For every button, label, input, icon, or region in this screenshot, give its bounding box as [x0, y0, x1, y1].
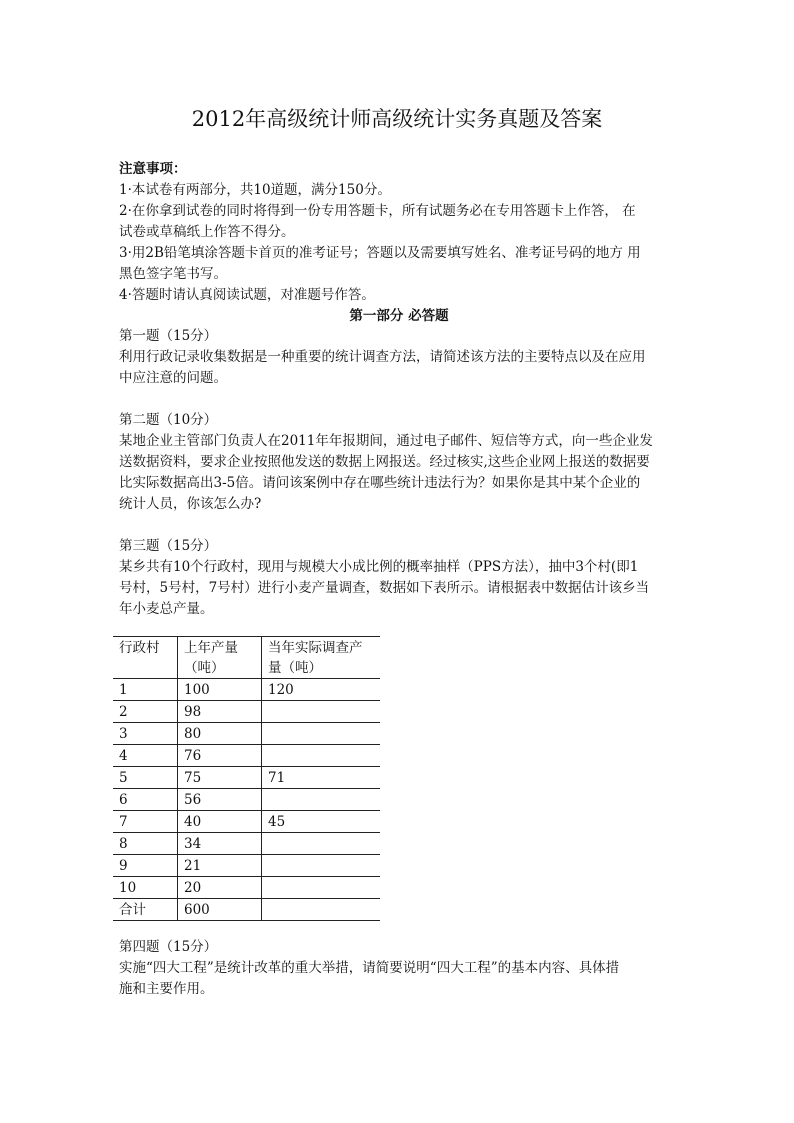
table-row: [113, 877, 380, 899]
table-cell: 合计: [113, 899, 178, 921]
question-1: [119, 326, 679, 389]
question-line: 送数据资料，要求企业按照他发送的数据上网报送。经过核实,这些企业网上报送的数据要: [119, 454, 650, 470]
table-cell: 75: [178, 767, 262, 789]
table-cell: [262, 701, 381, 723]
table-cell: 120: [262, 679, 381, 701]
table-cell: 4: [113, 745, 178, 767]
part-heading: 第一部分 必答题: [349, 308, 449, 324]
table-header-cell: 上年产量（吨）: [178, 637, 262, 679]
table-row: [113, 833, 380, 855]
table-cell: [262, 855, 381, 877]
table-header-cell: 行政村: [113, 637, 178, 679]
table-cell: 5: [113, 767, 178, 789]
question-line: 某乡共有10个行政村，现用与规模大小成比例的概率抽样（PPS方法），抽中3个村(即1: [119, 559, 639, 575]
table-cell: 45: [262, 811, 381, 833]
question-heading: 第三题（15分）: [119, 538, 218, 554]
table-cell: 9: [113, 855, 178, 877]
question-3: [119, 536, 679, 620]
table-row: [113, 701, 380, 723]
question-heading: 第二题（10分）: [119, 412, 218, 428]
question-line: 中应注意的问题。: [119, 370, 227, 386]
question-line: 施和主要作用。: [119, 981, 214, 997]
table-row: [113, 789, 380, 811]
table-row: [113, 811, 380, 833]
question-line: 号村，5号村，7号村）进行小麦产量调查，数据如下表所示。请根据表中数据估计该乡当: [119, 580, 650, 596]
table-cell: 8: [113, 833, 178, 855]
notice-section: [119, 159, 679, 327]
table-cell: 40: [178, 811, 262, 833]
table-cell: 21: [178, 855, 262, 877]
wheat-yield-table: [113, 636, 380, 921]
table-cell: 80: [178, 723, 262, 745]
table-header-cell: 当年实际调查产量（吨）: [262, 637, 381, 679]
question-4: [119, 937, 679, 1000]
question-line: 年小麦总产量。: [119, 601, 214, 617]
notice-line: 试卷或草稿纸上作答不得分。: [119, 224, 295, 240]
notice-heading: 注意事项：: [119, 161, 187, 177]
table-cell: [262, 789, 381, 811]
question-line: 某地企业主管部门负责人在2011年年报期间，通过电子邮件、短信等方式，向一些企业发: [119, 433, 653, 449]
table-cell: [262, 833, 381, 855]
table-cell: 76: [178, 745, 262, 767]
table-cell: 71: [262, 767, 381, 789]
table-cell: [262, 723, 381, 745]
notice-line: 2·在你拿到试卷的同时将得到一份专用答题卡，所有试题务必在专用答题卡上作答， 在: [119, 203, 636, 219]
table-header-row: [113, 637, 380, 679]
table-cell: 34: [178, 833, 262, 855]
question-line: 统计人员，你该怎么办?: [119, 496, 262, 512]
question-heading: 第一题（15分）: [119, 328, 218, 344]
notice-line: 4·答题时请认真阅读试题，对准题号作答。: [119, 287, 375, 303]
table-row: [113, 679, 380, 701]
table-cell: 7: [113, 811, 178, 833]
notice-line: 黑色签字笔书写。: [119, 266, 227, 282]
table-cell: 20: [178, 877, 262, 899]
table-cell: 10: [113, 877, 178, 899]
question-line: 实施“四大工程”是统计改革的重大举措，请简要说明“四大工程”的基本内容、具体措: [119, 960, 620, 976]
question-2: [119, 410, 679, 515]
question-line: 比实际数据高出3-5倍。请问该案例中存在哪些统计违法行为？如果你是其中某个企业的: [119, 475, 641, 491]
table-row: [113, 745, 380, 767]
table-cell: 6: [113, 789, 178, 811]
table-cell: 100: [178, 679, 262, 701]
notice-line: 3·用2B铅笔填涂答题卡首页的准考证号；答题以及需要填写姓名、准考证号码的地方 用: [119, 245, 641, 261]
question-heading: 第四题（15分）: [119, 939, 218, 955]
document-title: 2012年高级统计师高级统计实务真题及答案: [191, 107, 603, 131]
table-row: [113, 723, 380, 745]
table-cell: 1: [113, 679, 178, 701]
table-total-row: [113, 899, 380, 921]
question-line: 利用行政记录收集数据是一种重要的统计调查方法，请简述该方法的主要特点以及在应用: [119, 349, 646, 365]
table-cell: [262, 899, 381, 921]
table-cell: [262, 877, 381, 899]
table-cell: 3: [113, 723, 178, 745]
table-cell: 2: [113, 701, 178, 723]
table-cell: [262, 745, 381, 767]
table-row: [113, 855, 380, 877]
table-cell: 98: [178, 701, 262, 723]
notice-line: 1·本试卷有两部分，共10道题，满分150分。: [119, 182, 391, 198]
table-row: [113, 767, 380, 789]
table-cell: 600: [178, 899, 262, 921]
table-cell: 56: [178, 789, 262, 811]
